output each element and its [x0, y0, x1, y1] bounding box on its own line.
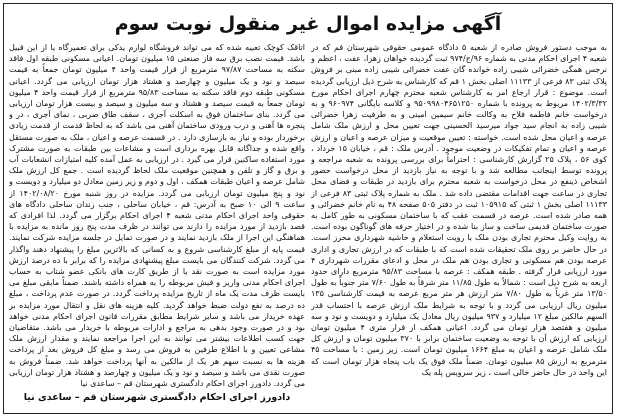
- newspaper-notice: [3, 3, 613, 414]
- left-column-text: اتاقک کوچک تعبیه شده که می تواند فروشگاه لوازم یدکی برای تعمیرگاه یا از این قبیل باشد. قیمت نصب برق سه فاز صنعتی ۱۵ میلیون تومان. اعیانی مسکونی طبقه اول فاقد سکنه به مساحت ۹۷/۸۷ مترمربع از قرار قیمت واحد ۴ میلیون تومان جمعاً به قیمت سیصد و نود و یک میلیون و چهارصد و هشتاد هزار تومان ارزیابی می گردد. اعیانی مسکونی طبقه دوم فاقد سکنه به مساحت ۹۵/۸۳ مترمربع از قرار قیمت واحد ۴ میلیون تومان جمعاً به قیمت سیصد و هشتاد و سه میلیون و سیصد و بیست هزار تومان ارزیابی می گردد. بنای ساختمان فوق به اسکلت آجری ، سقف طاق ضربی ، نمای آجری ، در و پنجره ها آهنی و درب ورودی ساختمان آهنی می باشد که به لحاظ قدمت از قدمت زیادی برخوردار بوده و نیاز به بازسازی دارد . در قسمت عرصه و اعیان ، ملک به صورت مستقل واقع شده و جداگانه قابل بهره برداری است و مشاعات بین طبقات به صورت مشترک مورد استفاده ساکنین قرار می گیرد . در ارزیابی به عمل آمده کلیه امتیازات انشعابات آب و برق و گاز و تلفن و همچنین موقعیت ملک لحاظ گردیده است . جمع کل ارزش ملک شامل عرصه و اعیان طبقات همکف ، اول و دوم و زیر زمین معادل دو میلیارد و دویست و نود و پنج میلیون تومان ارزیابی می گردد. مزایده در روز شنبه مورخ ۱۴۰۲/۰۸/۲۰ از ساعت ۹ الی ۱۰ صبح به آدرس: قم ، خیابان ساحلی ، جنب زندان ساحلی دادگاه های حقوقی واحد اجرای احکام مدنی شعبه ۴ اجرای احکام برگزار می گردد. لذا افرادی که قصد بازدید از مورد مزایده را دارند می توانند در ظرف مدت پنج روز مانده به مزایده با هماهنگی این اجرا از ملک بازدید نمایند و در صورت تمایل در جلسه مزایده شرکت نمایند. قیمت پایه از مبلغ کارشناسی شروع و به کسانی که بالاترین مبلغ را پیشنهاد دهند واگذار می گردد. شرکت کنندگان می بایست مبلغ پیشنهادی مزایده را که برابر با ده درصد ارزش مورد مزایده است به صورت نقد یا از طریق کارت های بانکی عضو شتاب به حساب اجرای احکام مدنی واریز و فیش مربوطه را به همراه داشته باشند. ضمناً مابقی مبلغ می بایست ظرف مدت یک ماه از تاریخ مزایده پرداخت گردد. در صورت عدم پرداخت ، مبلغ ده درصد به نفع دولت ضبط خواهد گردید. کلیه هزینه های نقل و انتقال مورد مزایده بر عهده خریدار می باشد و سایر شرایط مطابق مقررات قانون اجرای احکام مدنی خواهد بود و در صورت وجود بدهی به مراجع و ادارات مربوطه با خریدار می باشد. متقاضیان جهت کسب اطلاعات بیشتر می توانند به این اجرا مراجعه نمایند و مقدار ارزش ملک مشاعی تعیین و با اطلاع طرفین به فروش می رسد و مبلغ کل فروش بعد از پرداخت هزینه ها به نسبت سهم هر یک از مالکین به آنها پرداخت خواهد شد. ضمناً فروش به صورت نقدی می باشد و سیصد و نود و یک میلیون و چهارصد و هشتاد هزار تومان ارزیابی می گردد. دادورز اجرای احکام دادگستری شهرستان قم – ساعدی نیا: [9, 43, 305, 389]
- signature-line: دادورز اجرای احکام دادگستری شهرستان قم – ساعدی نیا: [23, 392, 291, 404]
- notice-title: آگهی مزایده اموال غیر منقول نوبت سوم: [114, 13, 502, 35]
- right-text-column: [311, 42, 607, 407]
- right-column-text: به موجب دستور فروش صادره از شعبه ۵ دادگاه عمومی حقوقی شهرستان قم که در شعبه ۴ اجرای احکام مدنی به شماره ۹۶/ج/۹۷۴ ثبت گردیده خواهان زهرا، عفت ، اعظم و نرجس همگی خضرائی شیبی زاده خوانده گان عفت خضرائی شیبی زاده مبنی بر فروش پلاک ثبتی ۸۳ فرعی از ۱۱۱۳۳ اصلی بخش ۱ قم که کارشناس به شرح ذیل ارزیابی گردیده است. موضوع : قرار ارجاع امر به کارشناس شعبه محترم چهارم اجرای احکام مورخ ۱۴۰۲/۳/۳۲ مربوط به پرونده با شماره ۹۵۰۹۹۸۰۴۶۵۱۲۵۰ و کلاسه بایگانی ۹۶۰۹۷۴ و به درخواست خانم فاطمه فلاح به وکالت خانم سیمین امینی و به طرفیت زهرا خضرائی شیبی زاده به انجام سید جواد میرسید الحسینی جهت تعیین محل و ارزش ملک شامل عرصه و اعیان محل شده است. خواسته : تعیین موقعیت و میزان عرصه و اعیان و ارزش عرصه و اعیان و تمام تفکیکات در وضعیت موجود . آدرس ملک : قم ، خیابان ۱۵ خرداد ، کوی ۵۶ ، پلاک ۲۵ گزارش کارشناسی : احتراماً برای بررسی پرونده به شعبه مراجعه و پرونده توسط اینجانب مطالعه شد و با توجه به نیاز بازدید از محل درخواست حضور اشخاص ذینفع در محل درخواست به شعبه محترم برای بازدید در طبقات و فضای محل تجاری در ساعت جهت اقدامات مقتضی داده شد . ملک به شماره پلاک ثبتی ۸۳ فرعی از ۱۱۱۳۳ اصلی بخش ۱ ثبتی که ۱۰۵۹۱۵ ثبت در دفتر ۵۰۵ صفحه ۴۸ به نام خانم خضرائی و همه صادر شده است. عرصه در قسمت عقب که با ساختمان مسکونی به طور کامل به صورت ساختمان قدیمی ساخت و ساز بنا شده و در اختیار حرفه های گوناگون بوده است. به روایت وکیل محترم تجاری بودن ملک با رویت استعلام و حاشیه شهرداری محرز است. در حال حاضر بر روی ملک تحقیقات شده است که با طبقات که در ارزش تجاری و اداری عرصه بودن هم مسکونی و تجاری بودن هم ملک در محل و ادعای مقررات شهرداری ۴ مورد ارزیابی قرار گرفته . طبقه همکف : عرصه با مساحت ۹۵/۸۳ مترمربع دارای حدود اربعه به شرح ذیل است : شمالاً به طول ۱۱/۸۵ متر شرقاً به طول ۷/۶۰ متر جنوباً به طول ۱۳/۵۰ متر غرباً به طول ۷/۸۰ متر ارزش هر متر مربع عرصه به قیمت کارشناسی ۱۳۵ میلیون ریال ارزیابی می گردد و با توجه به شرایط ملک ارزش عرصه با احتساب قدر السهم مالکین مبلغ ۱۲ میلیارد و ۹۳۷ میلیون ریال معادل یک میلیارد و دویست و نود و سه میلیون و هفتصد هزار تومان می گردد. اعیانی همکف از قرار متری ۴ میلیون تومان ارزیابی که ارزش آن با توجه به وضعیت ساختمان برابر با ۳۷۰ میلیون تومان و ارزش کل ملک شامل عرصه و اعیان به مبلغ ۱۶۶۴ میلیون تومان است. زیر زمین : با مساحت ۴۵ مترمربع به ارزش ۸۵ میلیون تومان. ضمناً ملک فوق یک باب پنجاه هزار تومان است که این واحد در حال حاضر خالی است ، زیر سرویس پله یک: [311, 43, 607, 377]
- left-text-column: [9, 42, 305, 407]
- notice-body: [4, 42, 612, 407]
